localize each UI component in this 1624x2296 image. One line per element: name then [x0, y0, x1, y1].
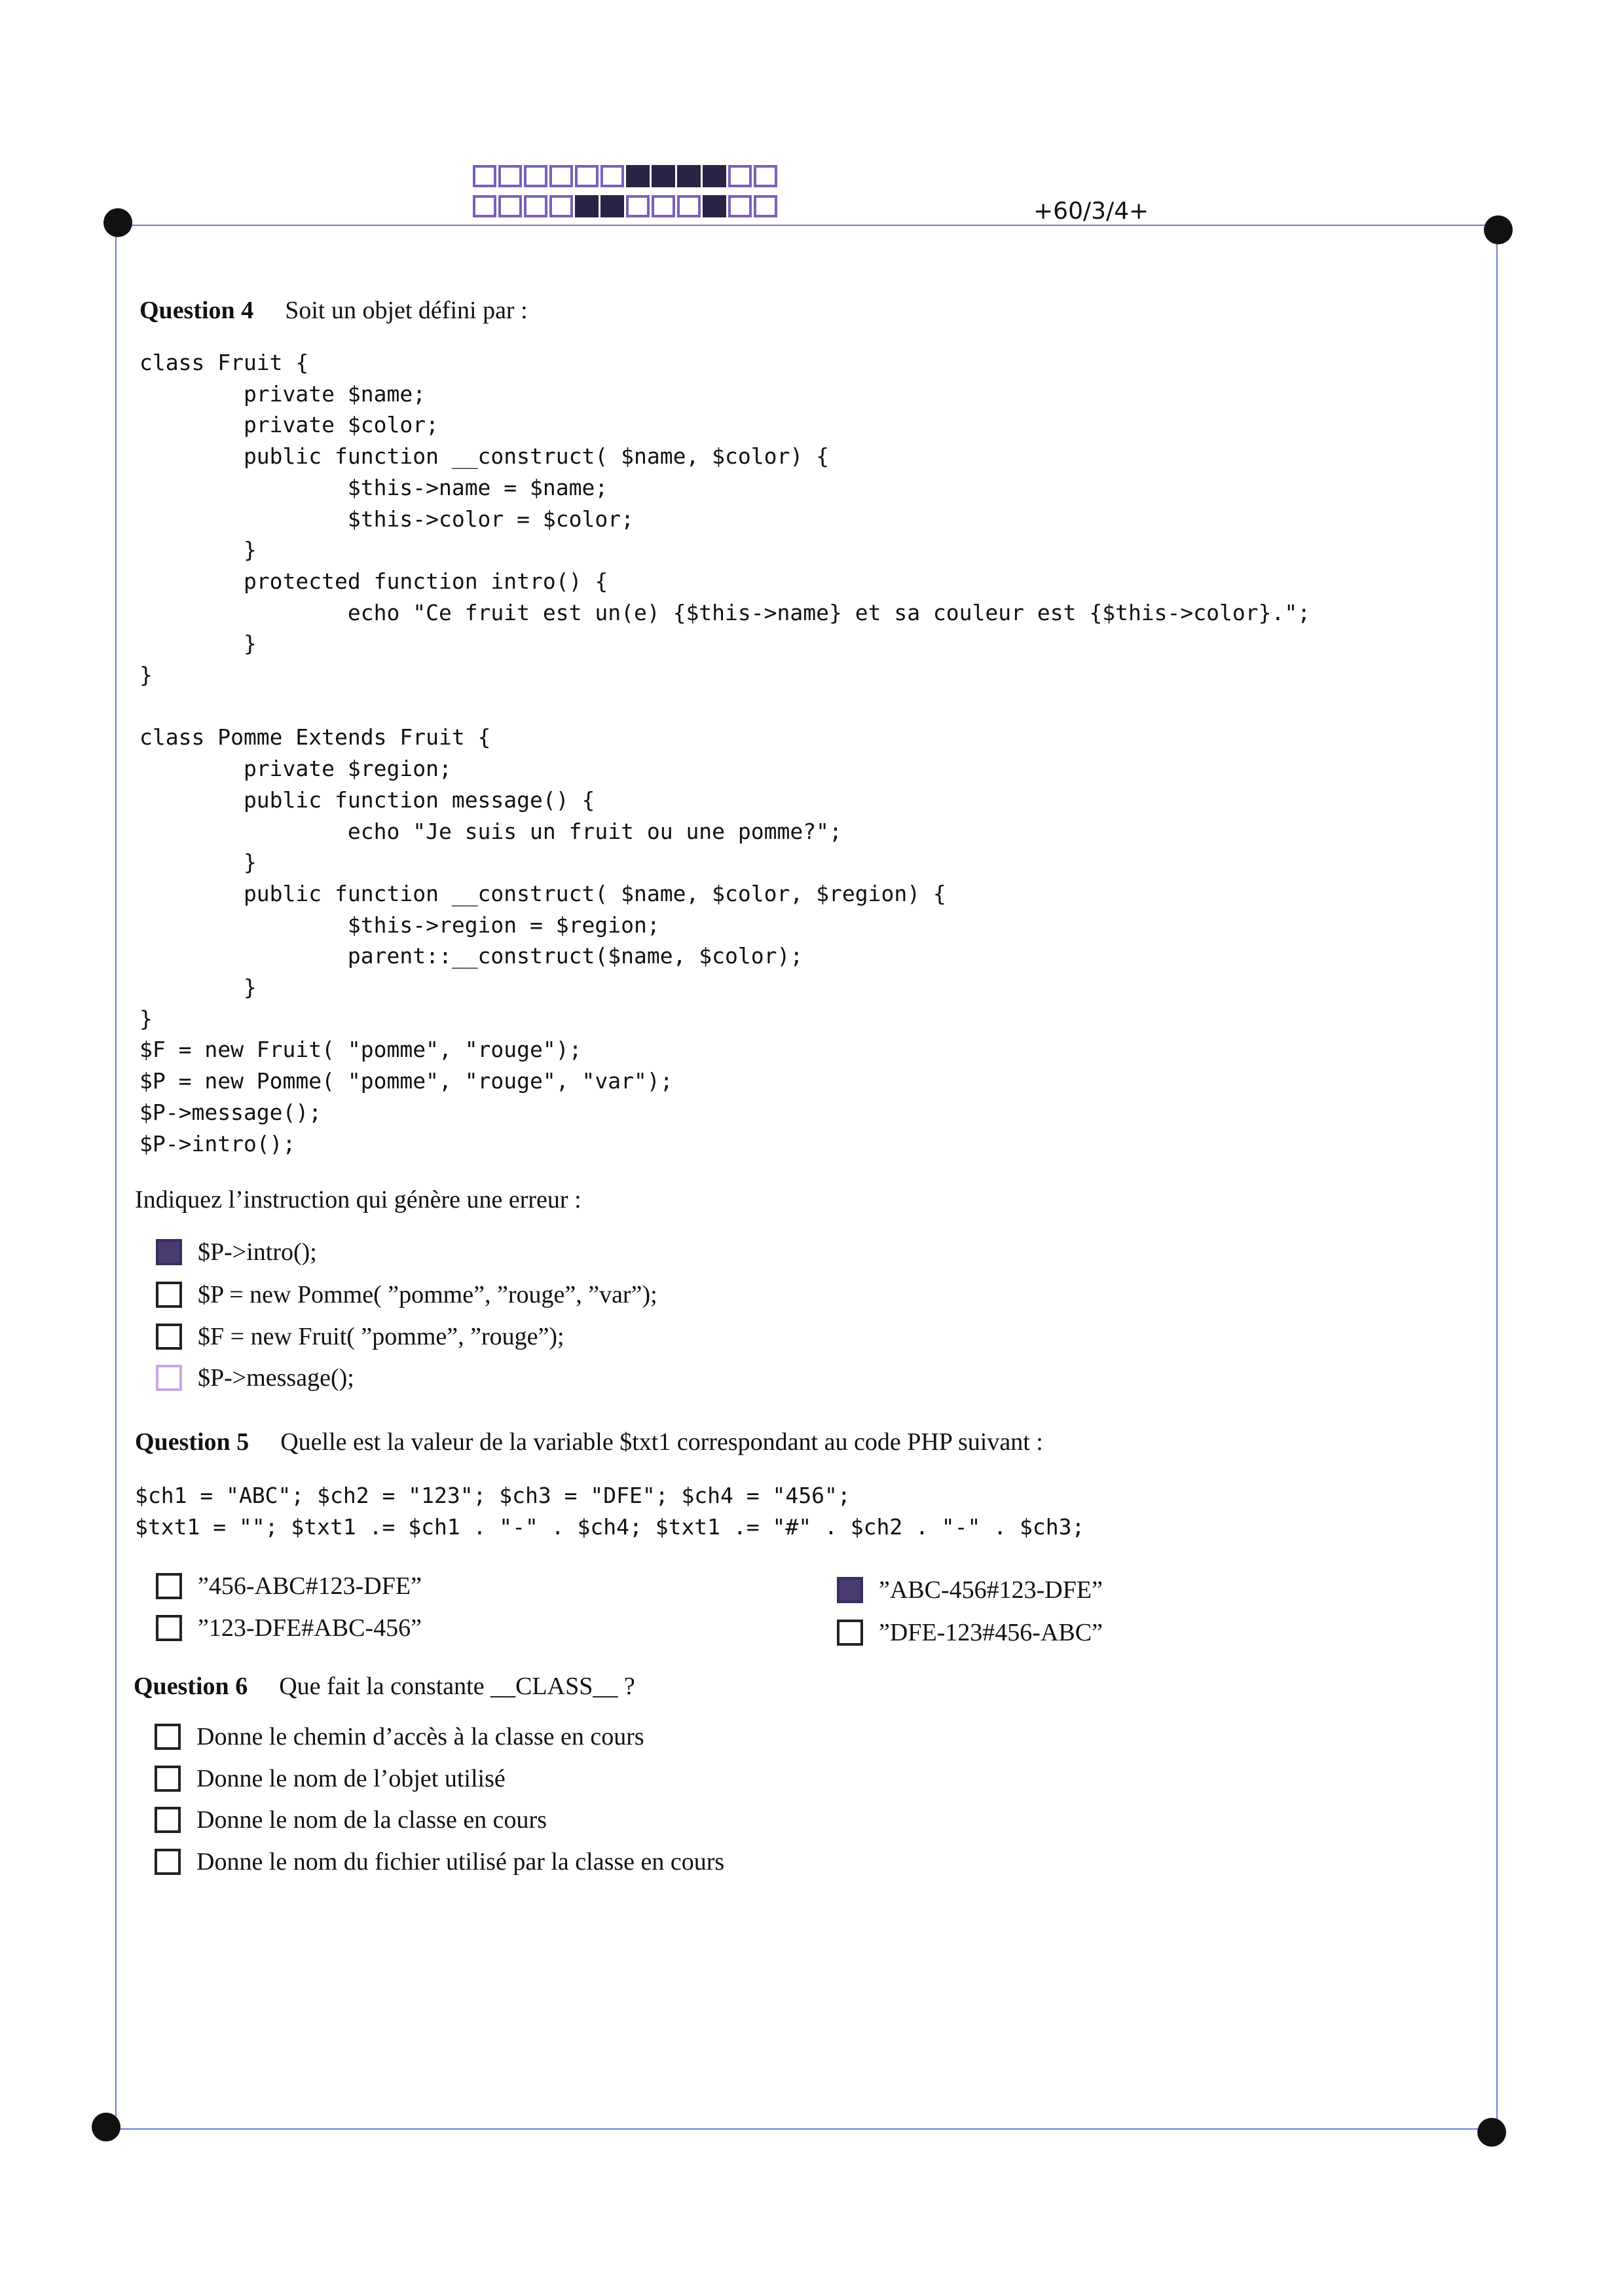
- checkbox[interactable]: [156, 1573, 182, 1599]
- frame-left-line: [115, 225, 117, 2130]
- question-4-label: Question 4: [139, 297, 254, 324]
- question-5-text: Quelle est la valeur de la variable $txt1 correspondant au code PHP suivant :: [280, 1428, 1043, 1456]
- id-mark-cell: [754, 195, 777, 217]
- checkbox[interactable]: [156, 1365, 182, 1391]
- id-mark-cell: [575, 165, 599, 187]
- option-label: Donne le nom de la classe en cours: [196, 1806, 547, 1834]
- checkbox[interactable]: [156, 1239, 182, 1265]
- question-4-option-4[interactable]: [156, 1363, 354, 1392]
- option-label: Donne le nom du fichier utilisé par la classe en cours: [196, 1848, 725, 1876]
- id-mark-cell: [575, 195, 599, 217]
- checkbox[interactable]: [155, 1849, 181, 1875]
- checkbox[interactable]: [155, 1807, 181, 1833]
- option-label: $P->intro();: [198, 1238, 317, 1266]
- page-identifier: +60/3/4+: [1033, 198, 1149, 225]
- option-label: $P = new Pomme( ”pomme”, ”rouge”, ”var”);: [198, 1281, 657, 1308]
- id-mark-cell: [728, 195, 752, 217]
- option-label: Donne le nom de l’objet utilisé: [196, 1765, 506, 1792]
- id-marks-row-2: [473, 195, 779, 217]
- option-label: ”DFE-123#456-ABC”: [879, 1619, 1103, 1646]
- registration-dot-bottom-left: [92, 2113, 120, 2141]
- option-label: $F = new Fruit( ”pomme”, ”rouge”);: [198, 1323, 564, 1350]
- id-mark-cell: [498, 195, 522, 217]
- id-marks-row-1: [473, 165, 779, 187]
- question-4-text: Soit un objet défini par :: [285, 297, 528, 324]
- question-6-text: Que fait la constante __CLASS__ ?: [279, 1673, 635, 1700]
- question-4-option-3[interactable]: [156, 1322, 564, 1351]
- registration-dot-top-right: [1484, 215, 1513, 244]
- id-mark-cell: [473, 195, 496, 217]
- option-label: Donne le chemin d’accès à la classe en cours: [196, 1723, 644, 1750]
- question-5-option-2[interactable]: [156, 1614, 422, 1642]
- question-6-label: Question 6: [134, 1673, 248, 1700]
- option-label: ”456-ABC#123-DFE”: [198, 1572, 422, 1600]
- id-mark-cell: [703, 165, 726, 187]
- id-mark-cell: [703, 195, 726, 217]
- question-5-code: $ch1 = "ABC"; $ch2 = "123"; $ch3 = "DFE"; $ch4 = "456"; $txt1 = ""; $txt1 .= $ch1 . "-" . $ch4; $txt1 .= "#" . $ch2 . "-" . $ch3;: [135, 1483, 1085, 1540]
- frame-right-line: [1496, 229, 1498, 2131]
- question-5-option-3[interactable]: [837, 1576, 1103, 1604]
- question-4-option-2[interactable]: [156, 1280, 657, 1309]
- id-mark-cell: [677, 165, 701, 187]
- frame-bottom-line: [105, 2128, 1492, 2130]
- registration-dot-bottom-right: [1477, 2118, 1506, 2147]
- checkbox[interactable]: [156, 1282, 182, 1308]
- question-5-label: Question 5: [135, 1428, 249, 1456]
- id-mark-cell: [728, 165, 752, 187]
- frame-top-line: [117, 225, 1500, 226]
- question-6-option-4[interactable]: [155, 1847, 724, 1876]
- id-mark-cell: [498, 165, 522, 187]
- id-mark-cell: [473, 165, 496, 187]
- question-4-option-1[interactable]: [156, 1238, 317, 1267]
- question-4-heading: [139, 296, 528, 325]
- id-mark-cell: [626, 195, 650, 217]
- id-mark-cell: [549, 195, 573, 217]
- question-4-code: class Fruit { private $name; private $color; public function __construct( $name, $color) { $this->name = $name; $this->color = $color; } protected function intro() { echo "Ce fruit est un(e) {$this->name} et sa couleur est {$this->color}."; } } class Pomme Extends Fruit { private $region; public function message() { echo "Je suis un fruit ou une pomme?"; } public function __construct( $name, $color, $region) { $this->region = $region; parent::__construct($name, $color); } } $F = new Fruit( "pomme", "rouge"); $P = new Pomme( "pomme", "rouge", "var"); $P->message(); $P->intro();: [139, 350, 1311, 1157]
- question-6-option-3[interactable]: [155, 1805, 547, 1834]
- id-mark-cell: [524, 195, 547, 217]
- registration-dot-top-left: [103, 208, 132, 237]
- question-4-prompt: Indiquez l’instruction qui génère une erreur :: [135, 1186, 581, 1213]
- question-6-option-1[interactable]: [155, 1722, 644, 1751]
- id-mark-cell: [600, 195, 624, 217]
- question-5-heading: [135, 1428, 1043, 1456]
- checkbox[interactable]: [155, 1766, 181, 1792]
- id-mark-cell: [626, 165, 650, 187]
- question-6-option-2[interactable]: [155, 1764, 506, 1793]
- id-mark-cell: [524, 165, 547, 187]
- checkbox[interactable]: [155, 1724, 181, 1750]
- option-label: $P->message();: [198, 1364, 354, 1392]
- checkbox[interactable]: [837, 1620, 863, 1646]
- id-mark-cell: [600, 165, 624, 187]
- id-mark-cell: [652, 165, 675, 187]
- option-label: ”ABC-456#123-DFE”: [879, 1576, 1103, 1604]
- question-5-option-1[interactable]: [156, 1572, 422, 1601]
- id-mark-cell: [549, 165, 573, 187]
- checkbox[interactable]: [156, 1615, 182, 1641]
- id-mark-cell: [652, 195, 675, 217]
- option-label: ”123-DFE#ABC-456”: [198, 1614, 422, 1642]
- id-mark-cell: [677, 195, 701, 217]
- question-5-option-4[interactable]: [837, 1618, 1103, 1647]
- checkbox[interactable]: [837, 1577, 863, 1603]
- checkbox[interactable]: [156, 1324, 182, 1350]
- id-mark-cell: [754, 165, 777, 187]
- question-6-heading: [134, 1672, 635, 1701]
